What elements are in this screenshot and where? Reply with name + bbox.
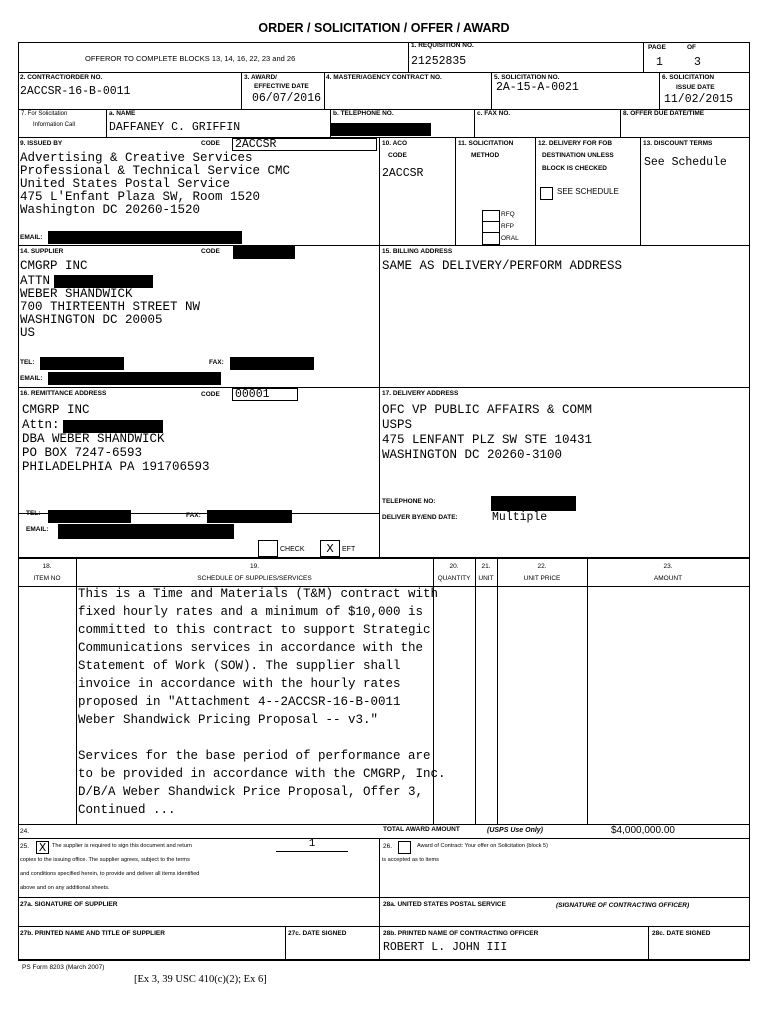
contract-label: 2. CONTRACT/ORDER NO. <box>20 74 103 81</box>
supplier-line: ATTN <box>20 274 51 288</box>
rule <box>18 42 750 43</box>
check-checkbox[interactable] <box>258 540 278 557</box>
page-label: PAGE <box>648 44 666 51</box>
supplier-line: 700 THIRTEENTH STREET NW <box>20 300 201 314</box>
rule <box>482 221 499 222</box>
eft-label: EFT <box>342 546 356 553</box>
rule <box>620 109 621 137</box>
exemption-note: [Ex 3, 39 USC 410(c)(2); Ex 6] <box>134 974 267 985</box>
rule <box>379 137 380 557</box>
redaction-box <box>207 510 292 523</box>
col-schedule-number: 19. <box>249 563 260 570</box>
col-quantity-label: QUANTITY <box>437 575 471 582</box>
schedule-line: This is a Time and Materials (T&M) contract with <box>78 587 439 601</box>
see-schedule-label: SEE SCHEDULE <box>557 187 619 196</box>
block-25-checkbox[interactable]: X <box>36 841 49 854</box>
delivery-fob-label: 12. DELIVERY FOR FOB <box>538 140 613 147</box>
rule <box>643 42 644 72</box>
issued-by-line: Professional & Technical Service CMC <box>20 164 291 178</box>
schedule-line: Continued ... <box>78 803 176 817</box>
total-award-label: TOTAL AWARD AMOUNT <box>383 826 460 833</box>
usps-signature-label: 28a. UNITED STATES POSTAL SERVICE <box>383 901 506 908</box>
col-quantity-number: 20. <box>449 563 459 570</box>
delivery-telephone-label: TELEPHONE NO: <box>382 498 436 505</box>
supplier-line: CMGRP INC <box>20 259 88 273</box>
block-25-text: copies to the issuing office. The supplier agrees, subject to the terms <box>20 857 190 863</box>
page-number: 1 <box>656 56 663 69</box>
block-26-text: Award of Contract: Your offer on Solicitation (block 5) <box>417 843 549 849</box>
redaction-box <box>491 496 576 511</box>
col-item-label: ITEM NO <box>33 575 61 582</box>
supplier-tel-label: TEL: <box>20 359 35 366</box>
schedule-line: Communications services in accordance with the <box>78 641 424 655</box>
col-amount-label: AMOUNT <box>653 575 683 582</box>
schedule-line: to be provided in accordance with the CMGRP, Inc. <box>78 767 446 781</box>
schedule-line: Services for the base period of performance are <box>78 749 431 763</box>
issue-date-label: 6. SOLICITATION <box>662 74 715 81</box>
rule <box>18 557 750 559</box>
of-label: OF <box>687 44 697 51</box>
schedule-line: fixed hourly rates and a minimum of $10,000 is <box>78 605 424 619</box>
form-id: PS Form 8203 (March 2007) <box>22 964 105 971</box>
rule <box>491 72 492 109</box>
rule <box>18 42 19 959</box>
schedule-line: proposed in "Attachment 4--2ACCSR-16-B-0011 <box>78 695 401 709</box>
discount-label: 13. DISCOUNT TERMS <box>643 140 713 147</box>
form-title: ORDER / SOLICITATION / OFFER / AWARD <box>258 21 510 35</box>
delivery-address-line: OFC VP PUBLIC AFFAIRS & COMM <box>382 403 593 417</box>
issued-by-code-label: CODE <box>201 140 220 147</box>
redaction-box <box>48 372 221 385</box>
issued-by-line: Advertising & Creative Services <box>20 151 253 165</box>
offeror-note: OFFEROR TO COMPLETE BLOCKS 13, 14, 16, 22, 23 and 26 <box>85 54 296 63</box>
check-label: CHECK <box>280 546 305 553</box>
rule <box>455 137 456 245</box>
schedule-line: D/B/A Weber Shandwick Price Proposal, Offer 3, <box>78 785 424 799</box>
officer-date-signed-label: 28c. DATE SIGNED <box>652 930 711 937</box>
delivery-fob-label-2: DESTINATION UNLESS <box>542 152 614 159</box>
delivery-fob-label-3: BLOCK IS CHECKED <box>542 165 608 172</box>
eft-checkbox[interactable]: X <box>320 540 340 557</box>
redaction-box <box>48 231 242 244</box>
officer-printed-name-label: 28b. PRINTED NAME OF CONTRACTING OFFICER <box>383 930 539 937</box>
rule <box>640 137 641 245</box>
schedule-line: Weber Shandwick Pricing Proposal -- v3." <box>78 713 379 727</box>
issue-date-label-2: ISSUE DATE <box>676 84 715 91</box>
rule <box>749 42 750 959</box>
block-25-label: 25. <box>20 843 30 850</box>
issued-by-line: 475 L'Enfant Plaza SW, Room 1520 <box>20 190 261 204</box>
remittance-code-label: CODE <box>201 391 220 398</box>
aco-label: 10. ACO <box>382 140 408 147</box>
schedule-line: committed to this contract to support Strategic <box>78 623 431 637</box>
schedule-line: Statement of Work (SOW). The supplier shall <box>78 659 401 673</box>
usps-use-only-note: (USPS Use Only) <box>487 827 544 834</box>
supplier-fax-label: FAX: <box>209 359 224 366</box>
rule <box>285 926 286 959</box>
remittance-line: Attn: <box>22 418 60 432</box>
rule <box>18 387 750 388</box>
block-26-text: is accepted as to items <box>382 857 439 863</box>
contracting-officer-name: ROBERT L. JOHN III <box>383 941 508 954</box>
block-25-text: The supplier is required to sign this document and return <box>52 843 192 849</box>
block-25-text: above and on any additional sheets. <box>20 885 110 891</box>
rule <box>18 72 750 73</box>
schedule-line: invoice in accordance with the hourly rates <box>78 677 401 691</box>
rule <box>18 838 750 839</box>
redaction-box <box>40 357 124 370</box>
issued-by-email-label: EMAIL: <box>20 234 43 241</box>
col-item-number: 18. <box>42 563 52 570</box>
supplier-line: WEBER SHANDWICK <box>20 287 133 301</box>
redaction-box <box>58 524 234 539</box>
issued-by-line: United States Postal Service <box>20 177 231 191</box>
aco-code-label: CODE <box>388 152 407 159</box>
info-call-label-2: Information Call <box>33 122 76 128</box>
deliver-by-label: DELIVER BY/END DATE: <box>382 514 458 521</box>
col-unit-price-number: 22. <box>537 563 547 570</box>
delivery-address-line: USPS <box>382 418 413 432</box>
block-25-text: and conditions specified herein, to provide and deliver all items identified <box>20 871 200 877</box>
solicitation-method-label: 11. SOLICITATION <box>458 140 514 147</box>
remittance-email-label: EMAIL: <box>26 526 49 533</box>
deliver-by-date: Multiple <box>492 511 548 524</box>
redaction-box <box>230 357 314 370</box>
requisition-label: 1. REQUISITION NO. <box>411 42 474 49</box>
supplier-date-signed-label: 27c. DATE SIGNED <box>288 930 347 937</box>
rule <box>475 557 476 824</box>
award-label: 3. AWARD/ <box>244 74 277 81</box>
rule <box>18 897 750 898</box>
master-contract-label: 4. MASTER/AGENCY CONTRACT NO. <box>326 74 442 81</box>
rule <box>482 232 499 233</box>
rule <box>106 109 107 137</box>
method-checkboxes[interactable] <box>482 210 500 245</box>
award-date: 06/07/2016 <box>252 92 322 105</box>
redaction-box <box>48 510 131 523</box>
col-amount-number: 23. <box>663 563 673 570</box>
rule <box>535 137 536 245</box>
issued-by-label: 9. ISSUED BY <box>20 140 63 147</box>
col-unit-price-label: UNIT PRICE <box>523 575 561 582</box>
rule <box>18 959 750 961</box>
supplier-email-label: EMAIL: <box>20 375 43 382</box>
page-total: 3 <box>694 56 701 69</box>
aco-code: 2ACCSR <box>382 167 424 180</box>
name-label: a. NAME <box>109 110 136 117</box>
requisition-no: 21252835 <box>411 55 467 68</box>
see-schedule-checkbox[interactable] <box>540 187 553 200</box>
block-25-copies: 1 <box>276 839 348 852</box>
rfq-option: RFQ <box>501 211 515 218</box>
row-24-label: 24. <box>20 828 30 835</box>
issued-by-code: 2ACCSR <box>232 138 377 151</box>
block-26-label: 26. <box>383 843 393 850</box>
supplier-code-label: CODE <box>201 248 220 255</box>
total-award-amount: $4,000,000.00 <box>611 825 675 836</box>
rule <box>18 926 750 927</box>
fax-label: c. FAX NO. <box>477 110 511 117</box>
remittance-line: DBA WEBER SHANDWICK <box>22 432 165 446</box>
rule <box>241 72 242 109</box>
col-unit-label: UNIT <box>478 575 494 582</box>
delivery-address-label: 17. DELIVERY ADDRESS <box>382 390 459 397</box>
supplier-line: WASHINGTON DC 20005 <box>20 313 163 327</box>
rule <box>497 557 498 824</box>
redaction-box <box>233 246 295 259</box>
supplier-printed-name-label: 27b. PRINTED NAME AND TITLE OF SUPPLIER <box>20 930 165 937</box>
rule <box>408 42 409 72</box>
remittance-line: PO BOX 7247-6593 <box>22 446 143 460</box>
award-label-2: EFFECTIVE DATE <box>254 83 309 90</box>
contracting-officer-signature-note: (SIGNATURE OF CONTRACTING OFFICER) <box>556 902 690 909</box>
remittance-label: 16. REMITTANCE ADDRESS <box>20 390 107 397</box>
rule <box>474 109 475 137</box>
issue-date: 11/02/2015 <box>664 93 734 106</box>
telephone-label: b. TELEPHONE NO. <box>333 110 394 117</box>
col-schedule-label: SCHEDULE OF SUPPLIES/SERVICES <box>197 575 312 582</box>
remittance-line: PHILADELPHIA PA 191706593 <box>22 460 210 474</box>
redaction-box <box>331 123 431 136</box>
rule <box>18 245 750 246</box>
supplier-line: US <box>20 326 36 340</box>
issued-by-line: Washington DC 20260-1520 <box>20 203 201 217</box>
block-26-checkbox[interactable] <box>398 841 411 854</box>
rule <box>587 557 588 824</box>
rule <box>76 557 77 824</box>
contact-name: DAFFANEY C. GRIFFIN <box>109 121 241 134</box>
rule <box>648 926 649 959</box>
remittance-fax-label: FAX: <box>186 512 201 519</box>
rule <box>659 72 660 109</box>
supplier-signature-label: 27a. SIGNATURE OF SUPPLIER <box>20 901 118 908</box>
contract-no: 2ACCSR-16-B-0011 <box>20 85 131 98</box>
offer-due-label: 8. OFFER DUE DATE/TIME <box>623 110 705 117</box>
col-unit-number: 21. <box>481 563 491 570</box>
oral-option: ORAL <box>501 235 519 242</box>
delivery-address-line: 475 LENFANT PLZ SW STE 10431 <box>382 433 593 447</box>
solicitation-label: 5. SOLICITATION NO. <box>494 74 560 81</box>
discount-terms: See Schedule <box>644 156 727 169</box>
billing-label: 15. BILLING ADDRESS <box>382 248 453 255</box>
supplier-label: 14. SUPPLIER <box>20 248 64 255</box>
remittance-line: CMGRP INC <box>22 403 90 417</box>
remittance-code: 00001 <box>232 388 298 401</box>
solicitation-method-label-2: METHOD <box>471 152 500 159</box>
rfp-option: RFP <box>501 223 514 230</box>
billing-address: SAME AS DELIVERY/PERFORM ADDRESS <box>382 259 623 273</box>
rule <box>379 838 380 959</box>
solicitation-no: 2A-15-A-0021 <box>496 81 579 94</box>
rule <box>324 72 325 109</box>
remittance-tel-label: TEL: <box>26 510 41 517</box>
delivery-address-line: WASHINGTON DC 20260-3100 <box>382 448 563 462</box>
info-call-label: 7. For Solicitation <box>21 111 68 117</box>
